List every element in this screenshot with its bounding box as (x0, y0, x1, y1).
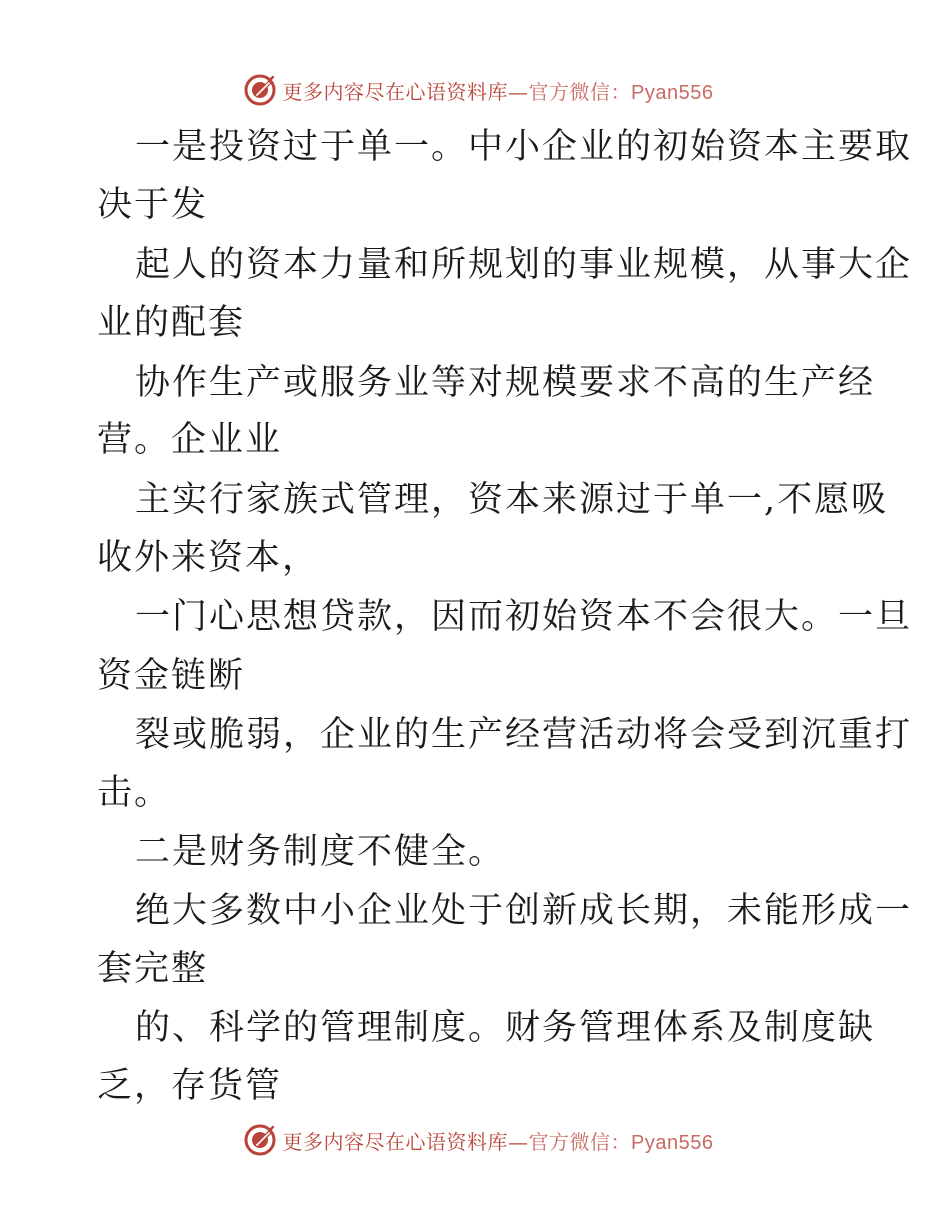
body-line: 决于发 (97, 185, 209, 225)
body-line: 击。 (97, 773, 172, 813)
header-wechat-label: 官方微信： (528, 79, 632, 104)
footer-site-text: 更多内容尽在心语资料库 (282, 1129, 509, 1154)
body-line: 主实行家族式管理，资本来源过于单一,不愿吸 (135, 480, 889, 520)
footer-banner-inner (237, 1123, 714, 1157)
body-line: 协作生产或服务业等对规模要求不高的生产经 (135, 363, 876, 403)
body-line: 收外来资本， (97, 538, 320, 578)
body-line: 绝大多数中小企业处于创新成长期，未能形成一 (135, 891, 913, 931)
body-line: 裂或脆弱，企业的生产经营活动将会受到沉重打 (135, 715, 913, 755)
header-wechat-handle: Pyan556 (631, 81, 714, 104)
brand-logo-icon (243, 1123, 277, 1157)
body-line: 资金链断 (97, 656, 246, 696)
body-line: 起人的资本力量和所规划的事业规模，从事大企 (135, 245, 913, 285)
footer-wechat-label: 官方微信： (528, 1129, 632, 1154)
body-line: 一门心思想贷款，因而初始资本不会很大。一旦 (135, 597, 913, 637)
footer-banner-text (283, 1126, 714, 1155)
body-line: 营。企业业 (97, 420, 283, 460)
body-line: 的、科学的管理制度。财务管理体系及制度缺 (135, 1008, 876, 1048)
footer-watermark-banner (0, 1120, 950, 1160)
body-line: 套完整 (97, 949, 209, 989)
body-line: 一是投资过于单一。中小企业的初始资本主要取 (135, 127, 913, 167)
body-line: 二是财务制度不健全。 (135, 832, 506, 872)
body-line: 业的配套 (97, 303, 246, 343)
header-separator: — (508, 79, 529, 104)
footer-wechat-handle: Pyan556 (631, 1131, 714, 1154)
footer-separator: — (508, 1129, 529, 1154)
body-line: 乏，存货管 (97, 1066, 283, 1106)
header-site-text: 更多内容尽在心语资料库 (282, 79, 509, 104)
